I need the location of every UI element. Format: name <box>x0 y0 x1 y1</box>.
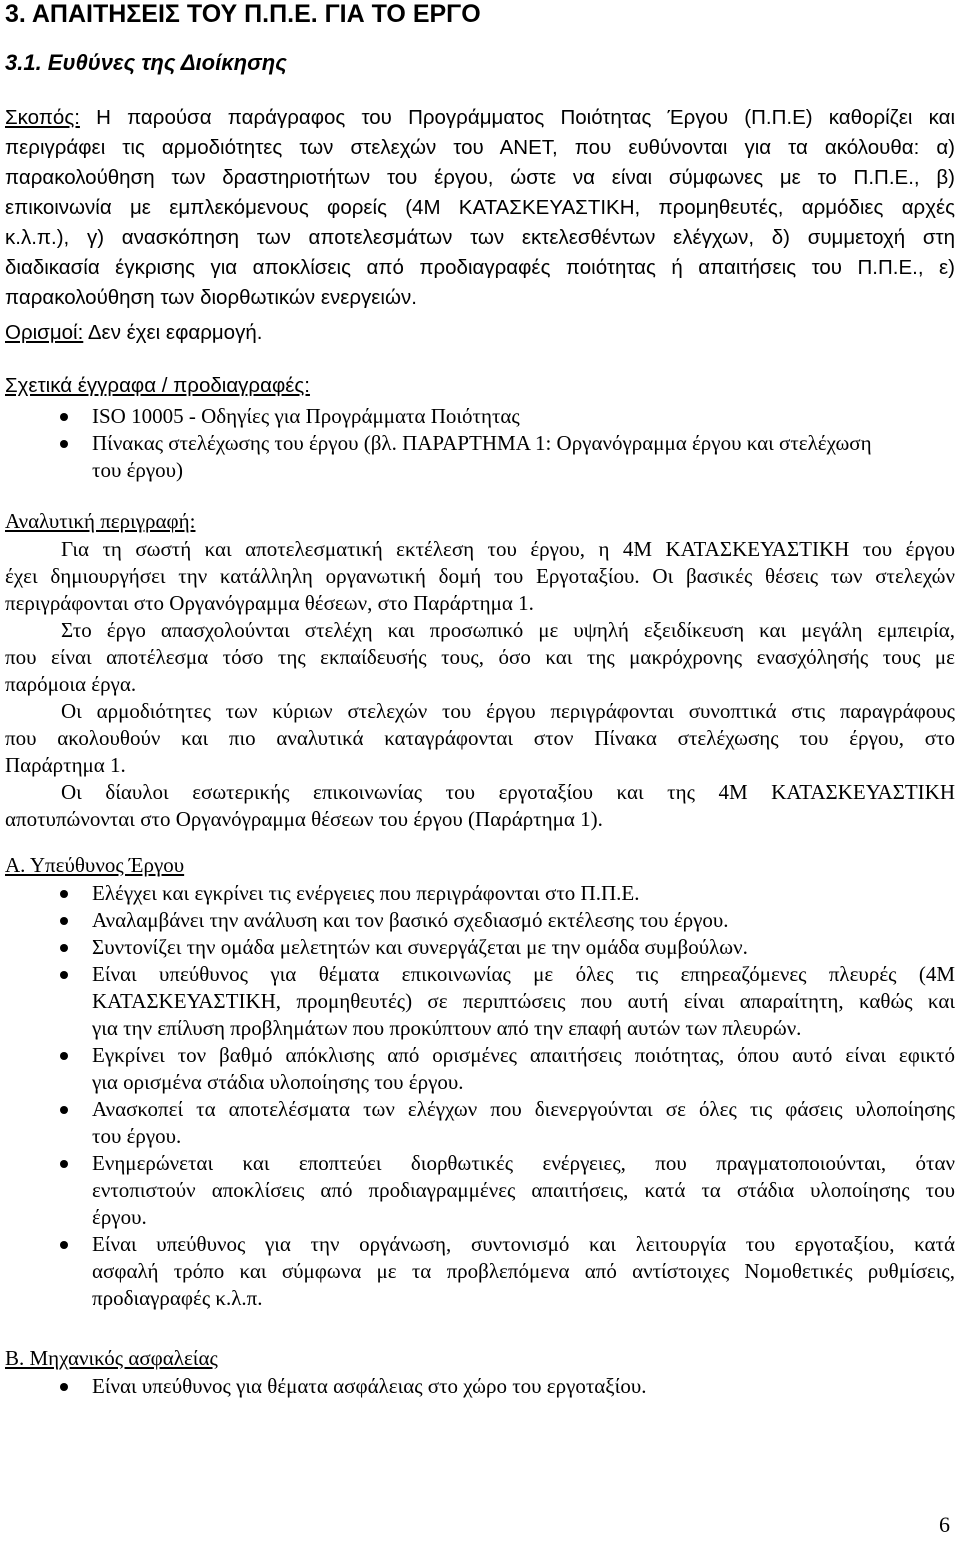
bullet-icon <box>60 1383 68 1391</box>
detailed-line-2: έχει δημιουργήσει την κατάλληλη οργανωτική δομή του Εργοταξίου. Οι βασικές θέσεις των στελεχών <box>5 564 955 588</box>
subsection-heading: 3.1. Ευθύνες της Διοίκησης <box>5 50 287 75</box>
bullet-icon <box>60 890 68 898</box>
detailed-line-11: αποτυπώνονται στο Οργανόγραμμα θέσεων του έργου (Παράρτημα 1). <box>5 807 603 831</box>
purpose-line-3: παρακολούθηση των δραστηριοτήτων του έργου, ώστε να είναι σύμφωνες με το Π.Π.Ε., β) <box>5 166 955 189</box>
bullet-icon <box>60 1160 68 1168</box>
related-docs-label: Σχετικά έγγραφα / προδιαγραφές: <box>5 374 310 397</box>
role-a-title: Α. Υπεύθυνος Έργου <box>5 853 185 877</box>
bullet-icon <box>60 917 68 925</box>
purpose-line-2: περιγράφει τις αρμοδιότητες των στελεχών του ΑΝΕΤ, που ευθύνονται για τα ακόλουθα: α) <box>5 136 955 159</box>
purpose-label: Σκοπός: <box>5 106 80 129</box>
definitions <box>5 321 955 345</box>
purpose-line-6: διαδικασία έγκρισης για αποκλίσεις από προδιαγραφές ποιότητας ή απαιτήσεις του Π.Π.Ε., ε) <box>5 256 955 279</box>
detailed-line-4: Στο έργο απασχολούνται στελέχη και προσωπικό με υψηλή εξειδίκευση και μεγάλη εμπειρία, <box>61 618 955 642</box>
bullet-icon <box>60 413 68 421</box>
bullet-icon <box>60 1052 68 1060</box>
definitions-label: Ορισμοί: <box>5 321 84 344</box>
purpose-line-1: Σκοπός: Η παρούσα παράγραφος του Προγράμματος Ποιότητας Έργου (Π.Π.Ε) καθορίζει και <box>5 106 955 129</box>
bullet-icon <box>60 971 68 979</box>
detailed-line-9: Παράρτημα 1. <box>5 753 126 777</box>
detailed-line-5: που είναι αποτέλεσμα τόσο της εκπαίδευσής τους, όσο και της μακρόχρονης ενασχόλησής τους με <box>5 645 955 669</box>
bullet-icon <box>60 440 68 448</box>
bullet-icon <box>60 1241 68 1249</box>
role-b-title: Β. Μηχανικός ασφαλείας <box>5 1346 218 1370</box>
detailed-label: Αναλυτική περιγραφή: <box>5 509 196 533</box>
bullet-icon <box>60 1106 68 1114</box>
definitions-text: Δεν έχει εφαρμογή. <box>87 321 263 344</box>
detailed-line-8: που ακολουθούν και πιο αναλυτικά καταγράφονται στον Πίνακα στελέχωσης του έργου, στο <box>5 726 955 750</box>
detailed-line-10: Οι δίαυλοι εσωτερικής επικοινωνίας του εργοταξίου και της 4Μ ΚΑΤΑΣΚΕΥΑΣΤΙΚΗ <box>61 780 955 804</box>
page-number: 6 <box>939 1512 950 1537</box>
detailed-line-6: παρόμοια έργα. <box>5 672 137 696</box>
bullet-icon <box>60 944 68 952</box>
section-heading: 3. ΑΠΑΙΤΗΣΕΙΣ ΤΟΥ Π.Π.Ε. ΓΙΑ ΤΟ ΕΡΓΟ <box>5 0 481 28</box>
purpose-line-5: κ.λ.π.), γ) ανασκόπηση των αποτελεσμάτων των εκτελεσθέντων ελέγχων, δ) συμμετοχή στη <box>5 226 955 249</box>
purpose-line-4: επικοινωνία με εμπλεκόμενους φορείς (4Μ ΚΑΤΑΣΚΕΥΑΣΤΙΚΗ, προμηθευτές, αρμόδιες αρχές <box>5 196 955 219</box>
detailed-line-7: Οι αρμοδιότητες των κύριων στελεχών του έργου περιγράφονται συνοπτικά στις παραγράφους <box>61 699 955 723</box>
purpose-line-7: παρακολούθηση των διορθωτικών ενεργειών. <box>5 286 417 309</box>
detailed-line-3: περιγράφονται στο Οργανόγραμμα θέσεων, στο Παράρτημα 1. <box>5 591 534 615</box>
detailed-line-1: Για τη σωστή και αποτελεσματική εκτέλεση του έργου, η 4Μ ΚΑΤΑΣΚΕΥΑΣΤΙΚΗ του έργου <box>61 537 955 561</box>
